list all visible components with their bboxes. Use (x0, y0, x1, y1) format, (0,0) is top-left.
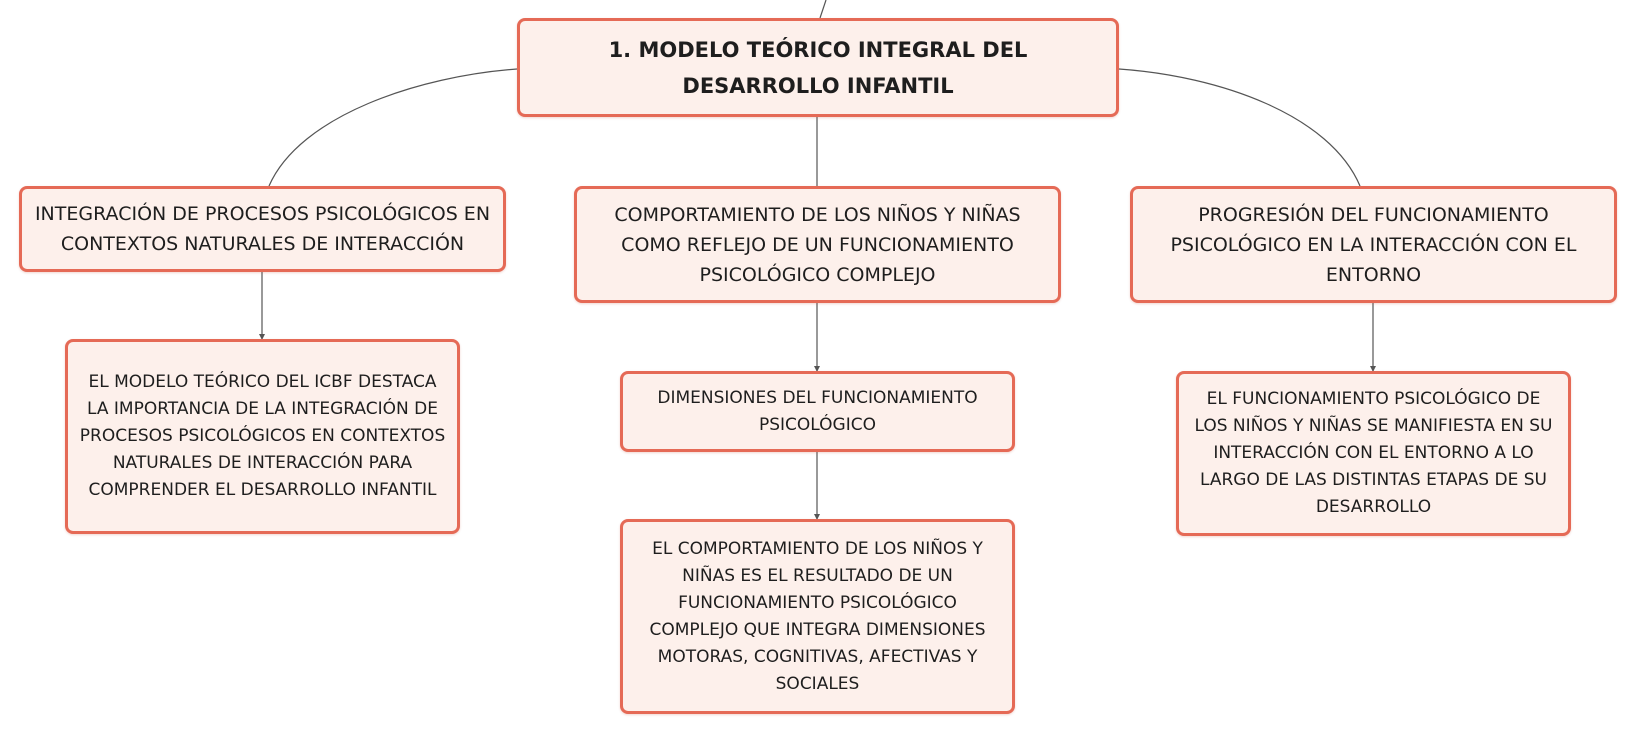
connector-root-to-left (269, 69, 517, 186)
branch-node-comportamiento-label: COMPORTAMIENTO DE LOS NIÑOS Y NIÑAS COMO REFLEJO DE UN FUNCIONAMIENTO PSICOLÓGICO COMPLEJO (614, 203, 1021, 286)
branch-node-integracion[interactable] (19, 186, 506, 272)
connector-root-to-right (1119, 69, 1360, 186)
leaf-node-funcionamiento-entorno[interactable] (1176, 371, 1571, 536)
root-node-label: 1. MODELO TEÓRICO INTEGRAL DEL DESARROLLO INFANTIL (608, 37, 1028, 98)
leaf-node-modelo-icbf[interactable] (65, 339, 460, 534)
sub-node-dimensiones[interactable] (620, 371, 1015, 452)
sub-node-dimensiones-label: DIMENSIONES DEL FUNCIONAMIENTO PSICOLÓGICO (657, 387, 978, 435)
leaf-node-funcionamiento-entorno-label: EL FUNCIONAMIENTO PSICOLÓGICO DE LOS NIÑOS Y NIÑAS SE MANIFIESTA EN SU INTERACCIÓN CON EL ENTORNO A LO LARGO DE LAS DISTINTAS ETAPAS DE SU DESARROLLO (1194, 389, 1553, 517)
leaf-node-comportamiento-resultado-label: EL COMPORTAMIENTO DE LOS NIÑOS Y NIÑAS ES EL RESULTADO DE UN FUNCIONAMIENTO PSICOLÓGICO COMPLEJO QUE INTEGRA DIMENSIONES MOTORAS, COGNITIVAS, AFECTIVAS Y SOCIALES (649, 538, 986, 694)
branch-node-integracion-label: INTEGRACIÓN DE PROCESOS PSICOLÓGICOS EN CONTEXTOS NATURALES DE INTERACCIÓN (34, 203, 491, 255)
branch-node-comportamiento[interactable] (574, 186, 1061, 303)
branch-node-progresion-label: PROGRESIÓN DEL FUNCIONAMIENTO PSICOLÓGICO EN LA INTERACCIÓN CON EL ENTORNO (1170, 203, 1577, 286)
connector-root-incoming (820, 0, 826, 18)
leaf-node-modelo-icbf-label: EL MODELO TEÓRICO DEL ICBF DESTACA LA IMPORTANCIA DE LA INTEGRACIÓN DE PROCESOS PSICOLÓGICOS EN CONTEXTOS NATURALES DE INTERACCIÓN PARA COMPRENDER EL DESARROLLO INFANTIL (79, 372, 446, 500)
root-node[interactable] (517, 18, 1119, 117)
branch-node-progresion[interactable] (1130, 186, 1617, 303)
leaf-node-comportamiento-resultado[interactable] (620, 519, 1015, 714)
